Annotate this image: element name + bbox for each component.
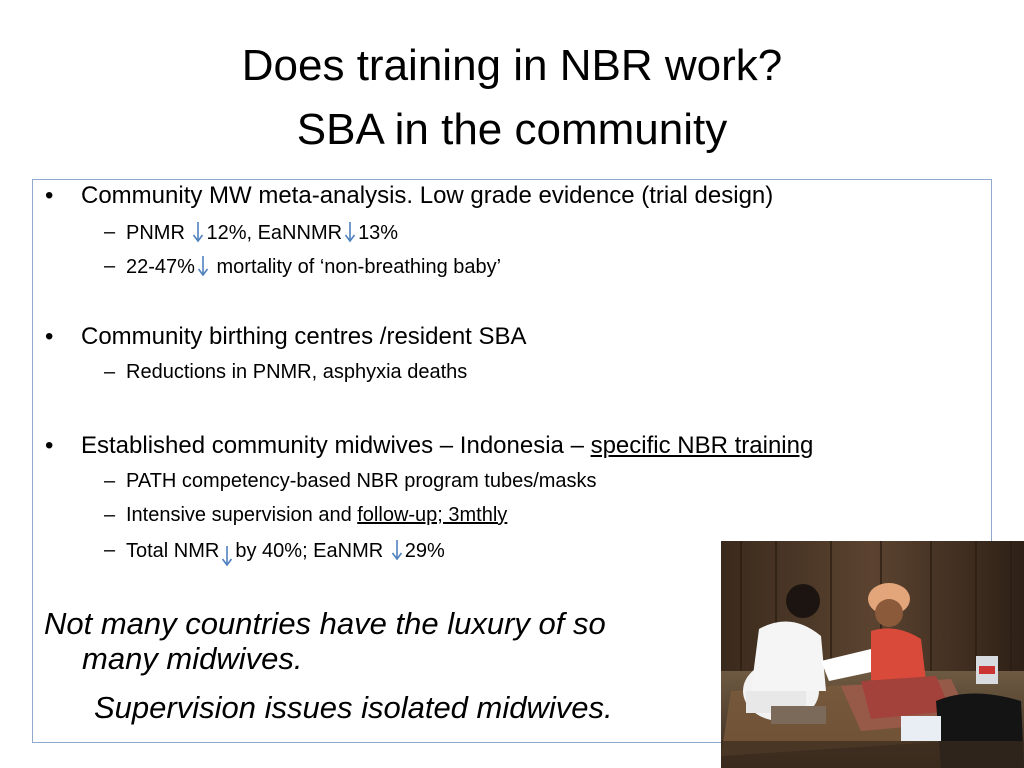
sub-bullet-dash: – [104,470,116,492]
sub-bullet-dash: – [104,504,116,526]
nbr-training-emphasis: specific NBR training [590,432,814,459]
follow-up-emphasis: follow-up; 3mthly [357,504,508,526]
sub-bullet-dash: – [104,255,116,277]
quote-line-2: many midwives. [82,641,303,676]
down-arrow-icon [391,539,403,561]
down-arrow-icon [344,221,356,243]
sub-bullet-dash: – [104,539,116,561]
midwives-photo [721,541,1024,768]
quote-line-3: Supervision issues isolated midwives. [94,690,613,725]
down-arrow-icon [197,255,209,277]
quote-line-1: Not many countries have the luxury of so [44,606,606,641]
title-line-2: SBA in the community [296,105,728,154]
bullet-dot: • [45,323,54,350]
title-line-1: Does training in NBR work? [241,41,783,90]
sub-bullet-dash: – [104,361,116,383]
bullet-dot: • [45,182,54,209]
sub-bullet-dash: – [104,221,116,243]
slide-title [0,34,1024,162]
down-arrow-icon [221,545,233,567]
bullet-dot: • [45,432,54,459]
down-arrow-icon [192,221,204,243]
